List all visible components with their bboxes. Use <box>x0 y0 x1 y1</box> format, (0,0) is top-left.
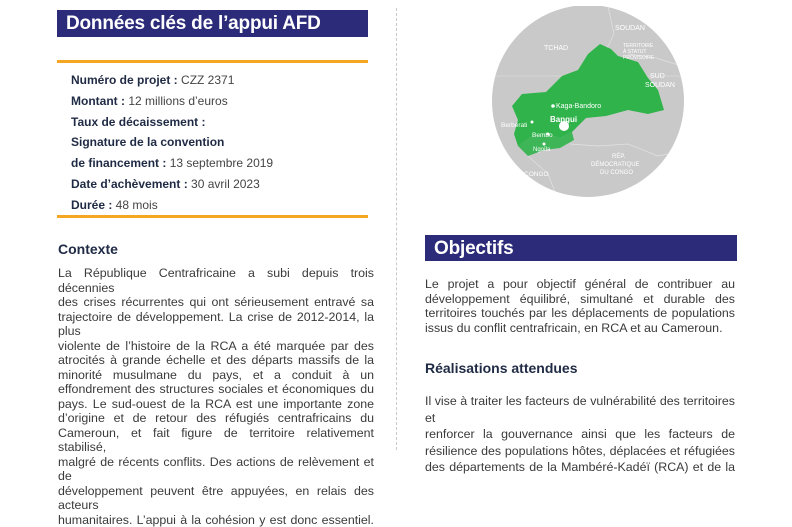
results-heading: Réalisations attendues <box>425 360 578 376</box>
key-data-title: Données clés de l’appui AFD <box>57 10 368 37</box>
label-congo: CONGO <box>524 171 549 178</box>
key-row-project: Numéro de projet : CZZ 2371 <box>71 73 235 87</box>
label-territoire-2: À STATUT <box>623 49 647 55</box>
label-rdc-3: DU CONGO <box>600 170 633 176</box>
kaga-bandoro-dot <box>551 104 555 108</box>
key-row-duration: Durée : 48 mois <box>71 198 158 212</box>
label-bangui: Bangui <box>550 115 578 124</box>
berberati-dot <box>531 121 534 124</box>
label-kaga-bandoro: Kaga-Bandoro <box>556 103 602 110</box>
label-berberati: Berbérati <box>501 122 528 129</box>
objectives-title: Objectifs <box>425 235 737 261</box>
ngoila-dot <box>543 143 546 146</box>
column-divider <box>396 8 397 450</box>
orange-rule-bottom <box>57 215 368 218</box>
key-row-end-date: Date d’achèvement : 30 avril 2023 <box>71 177 260 191</box>
label-sud-soudan-1: SUD <box>650 73 665 80</box>
key-row-amount: Montant : 12 millions d’euros <box>71 94 228 108</box>
car-map <box>488 6 688 200</box>
label-ngoila: Ngoïla <box>533 147 551 153</box>
key-row-financing: de financement : 13 septembre 2019 <box>71 156 274 170</box>
label-tchad: TCHAD <box>544 45 569 52</box>
label-territoire-3: PROVISOIRE <box>623 55 655 61</box>
orange-rule-top <box>57 60 368 63</box>
label-rdc-2: DÉMOCRATIQUE <box>591 162 640 168</box>
label-territoire-1: TERRITOIRE <box>623 43 654 49</box>
label-bembo: Bembo <box>532 132 553 139</box>
context-paragraph: La République Centrafricaine a subi depuis trois décennies des crises récurrentes qui ont sérieusement entravé sa trajectoire de développement. La crise de 2012-2014, la plus violente de l’histoire de la RCA a été marquée par des atrocités à grande échelle et des départs massifs de la minorité musulmane du pays, et a conduit à un effondrement des structures sociales et économiques du pays. Le sud-ouest de la RCA est une importante zone d’origine et de retour des réfugiés centrafricains du Cameroun, et fait figure de territoire relativement stabilisé, malgré de récents conflits. Des actions de relèvement et de développement peuvent être appuyées, en relais des acteurs humanitaires. L’appui à la cohésion y est donc essentiel. <box>58 266 374 527</box>
label-sud-soudan-2: SOUDAN <box>645 82 675 89</box>
label-rdc-1: RÉP. <box>612 154 626 160</box>
results-paragraph: Il vise à traiter les facteurs de vulnérabilité des territoires et renforcer la gouvernance ainsi que les facteurs de résilience des populations hôtes, déplacées et réfugiées des départements de la Mambéré-Kadéï (RCA) et de la <box>425 394 735 474</box>
key-row-signature: Signature de la convention <box>71 135 225 149</box>
context-heading: Contexte <box>58 241 118 257</box>
label-soudan: SOUDAN <box>615 25 645 32</box>
key-row-disbursement: Taux de décaissement : <box>71 115 206 129</box>
objectives-paragraph: Le projet a pour objectif général de contribuer au développement équilibré, simultané et durable des territoires touchés par les déplacements de populations issus du conflit centrafricain, en RCA et au Cameroun. <box>425 277 735 335</box>
